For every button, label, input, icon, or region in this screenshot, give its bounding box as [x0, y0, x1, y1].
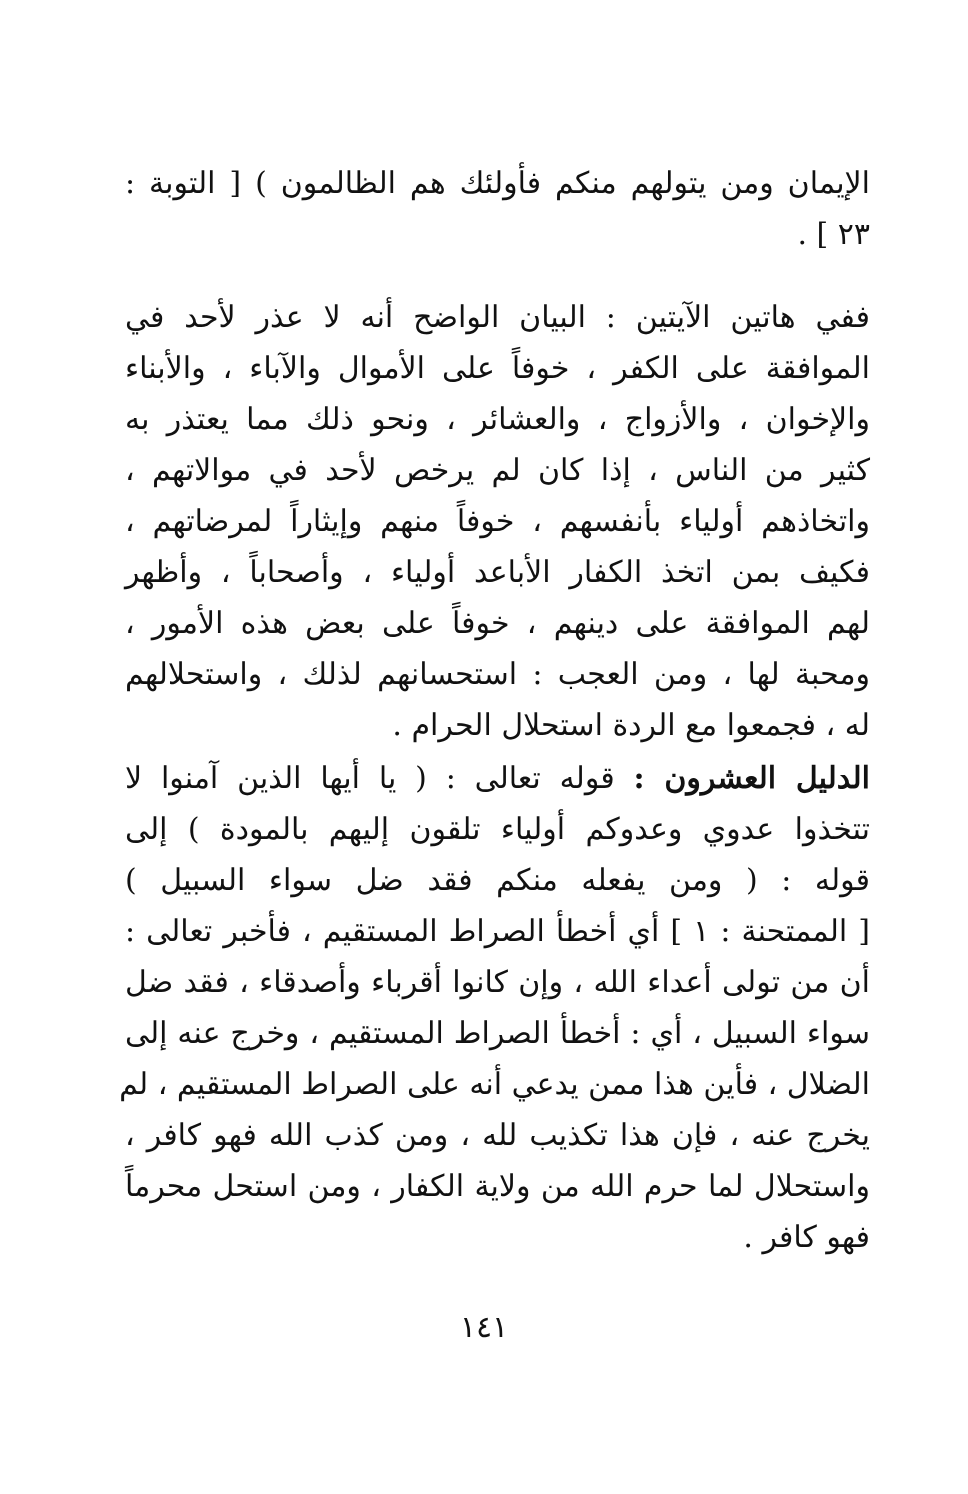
- text-line: لهم الموافقة على دينهم ، خوفاً على بعض هذه الأمور ،: [125, 606, 870, 641]
- text-line: له ، فجمعوا مع الردة استحلال الحرام .: [392, 708, 870, 743]
- text-line: ٢٣ ] .: [797, 217, 870, 252]
- text-line: والإخوان ، والأزواج ، والعشائر ، ونحو ذلك مما يعتذر به: [125, 402, 870, 437]
- paragraph-commentary: [125, 292, 870, 751]
- text-line: الضلال ، فأين هذا ممن يدعي أنه على الصراط المستقيم ، لم: [119, 1067, 870, 1102]
- text-line-first: [125, 753, 870, 804]
- text-line: تتخذوا عدوي وعدوكم أولياء تلقون إليهم بالمودة ) إلى: [125, 812, 870, 847]
- section-heading: الدليل العشرون :: [633, 761, 870, 796]
- paragraph-quran-continuation: [125, 158, 870, 260]
- text-line: ففي هاتين الآيتين : البيان الواضح أنه لا عذر لأحد في: [125, 300, 870, 335]
- text-line: يخرج عنه ، فإن هذا تكذيب لله ، ومن كذب الله فهو كافر ،: [125, 1118, 870, 1153]
- text-line: الإيمان ومن يتولهم منكم فأولئك هم الظالمون ) [ التوبة :: [125, 166, 870, 201]
- text-line: [ الممتحنة : ١ ] أي أخطأ الصراط المستقيم ، فأخبر تعالى :: [125, 914, 871, 949]
- text-line: واستحلال لما حرم الله من ولاية الكفار ، ومن استحل محرماً: [125, 1169, 870, 1204]
- text-line: فكيف بمن اتخذ الكفار الأباعد أولياء ، وأصحاباً ، وأظهر: [125, 555, 870, 590]
- page-number: ١٤١: [459, 1310, 509, 1345]
- text-line-rest: قوله تعالى : ( يا أيها الذين آمنوا لا: [125, 761, 634, 796]
- text-line: قوله : ( ومن يفعله منكم فقد ضل سواء السبيل ): [125, 863, 870, 898]
- text-line: ومحبة لها ، ومن العجب : استحسانهم لذلك ، واستحلالهم: [125, 657, 870, 692]
- text-line: الموافقة على الكفر ، خوفاً على الأموال والآباء ، والأبناء: [125, 351, 870, 386]
- text-line: سواء السبيل ، أي : أخطأ الصراط المستقيم ، وخرج عنه إلى: [125, 1016, 870, 1051]
- text-line: أن من تولى أعداء الله ، وإن كانوا أقرباء وأصدقاء ، فقد ضل: [125, 965, 870, 1000]
- text-line: فهو كافر .: [743, 1220, 870, 1255]
- paragraph-twentieth-evidence: [119, 753, 871, 1263]
- text-line: كثير من الناس ، إذا كان لم يرخص لأحد في موالاتهم ،: [125, 453, 870, 488]
- text-line: واتخاذهم أولياء بأنفسهم ، خوفاً منهم وإيثاراً لمرضاتهم ،: [125, 504, 870, 539]
